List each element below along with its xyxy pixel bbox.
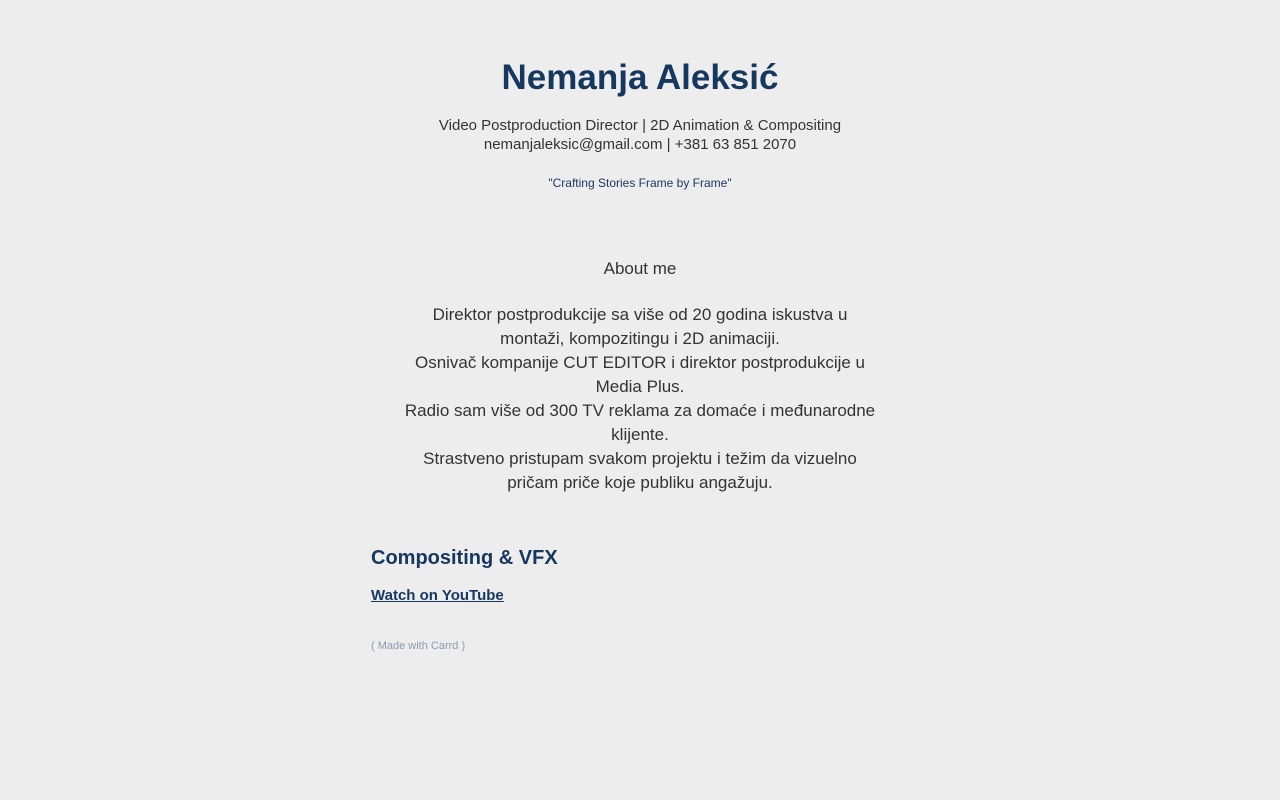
contact-text: nemanjaleksic@gmail.com | +381 63 851 2070	[483, 136, 797, 153]
about-title: About me	[603, 259, 677, 278]
about-paragraph: Radio sam više od 300 TV reklama za domaće i međunarodne klijente.	[404, 401, 876, 444]
about-paragraph: Direktor postprodukcije sa više od 20 godina iskustva u montaži, kompozitingu i 2D animaciji.	[432, 305, 848, 348]
header-info	[0, 116, 1280, 154]
made-with-carrd-link[interactable]: ( Made with Carrd )	[371, 640, 466, 652]
youtube-link[interactable]: Watch on YouTube	[371, 587, 504, 604]
about-paragraph: Osnivač kompanije CUT EDITOR i direktor postprodukcije u Media Plus.	[414, 353, 866, 396]
role-text: Video Postproduction Director | 2D Animation & Compositing	[438, 117, 842, 134]
tagline: "Crafting Stories Frame by Frame"	[548, 176, 732, 190]
about-text	[400, 303, 880, 495]
about-paragraph: Strastveno pristupam svakom projektu i težim da vizuelno pričam priče koje publiku angažuju.	[423, 449, 857, 492]
section-title: Compositing & VFX	[371, 547, 558, 569]
page-title: Nemanja Aleksić	[501, 58, 779, 97]
